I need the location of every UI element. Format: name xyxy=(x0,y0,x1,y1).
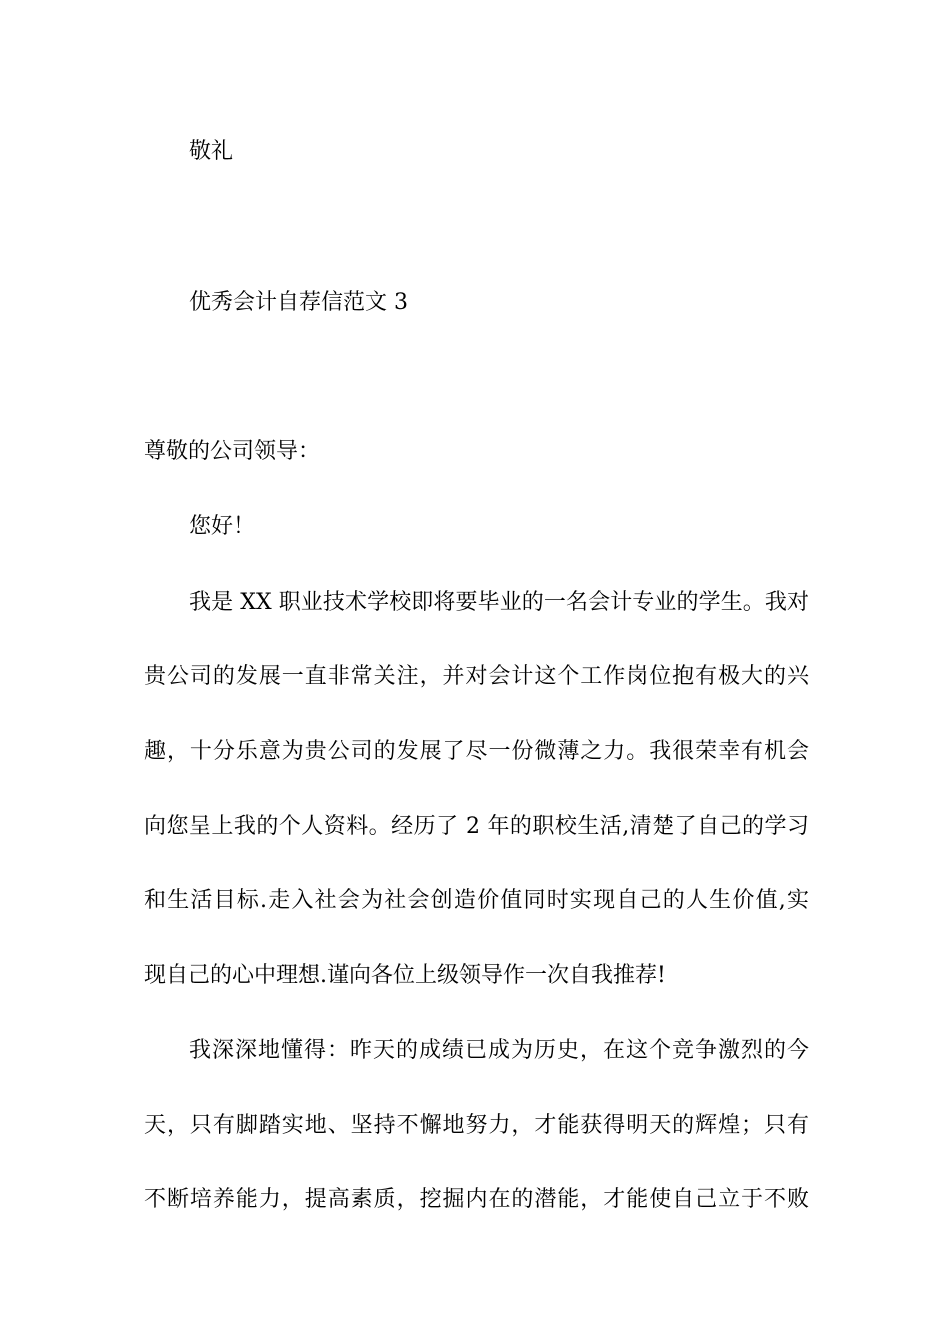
paragraph-1-line-3: 趣，十分乐意为贵公司的发展了尽一份微薄之力。我很荣幸有机会 xyxy=(144,739,809,764)
paragraph-2-line-2: 天，只有脚踏实地、坚持不懈地努力，才能获得明天的辉煌；只有 xyxy=(144,1113,809,1138)
greeting: 您好！ xyxy=(189,514,256,539)
paragraph-1-line-1: 我是 XX 职业技术学校即将要毕业的一名会计专业的学生。我对 xyxy=(189,590,809,615)
letter-heading: 优秀会计自荐信范文 3 xyxy=(189,290,408,315)
paragraph-1-line-4: 向您呈上我的个人资料。经历了 2 年的职校生活,清楚了自己的学习 xyxy=(144,814,809,839)
paragraph-1-line-5: 和生活目标.走入社会为社会创造价值同时实现自己的人生价值,实 xyxy=(144,888,809,913)
paragraph-1-line-6: 现自己的心中理想.谨向各位上级领导作一次自我推荐! xyxy=(144,963,666,988)
paragraph-2-line-3: 不断培养能力，提高素质，挖掘内在的潜能，才能使自己立于不败 xyxy=(144,1187,809,1212)
paragraph-2-line-1: 我深深地懂得：昨天的成绩已成为历史，在这个竞争激烈的今 xyxy=(189,1038,809,1063)
closing-line: 敬礼 xyxy=(189,139,234,164)
paragraph-1-line-2: 贵公司的发展一直非常关注，并对会计这个工作岗位抱有极大的兴 xyxy=(144,664,809,689)
salutation: 尊敬的公司领导： xyxy=(144,439,321,464)
